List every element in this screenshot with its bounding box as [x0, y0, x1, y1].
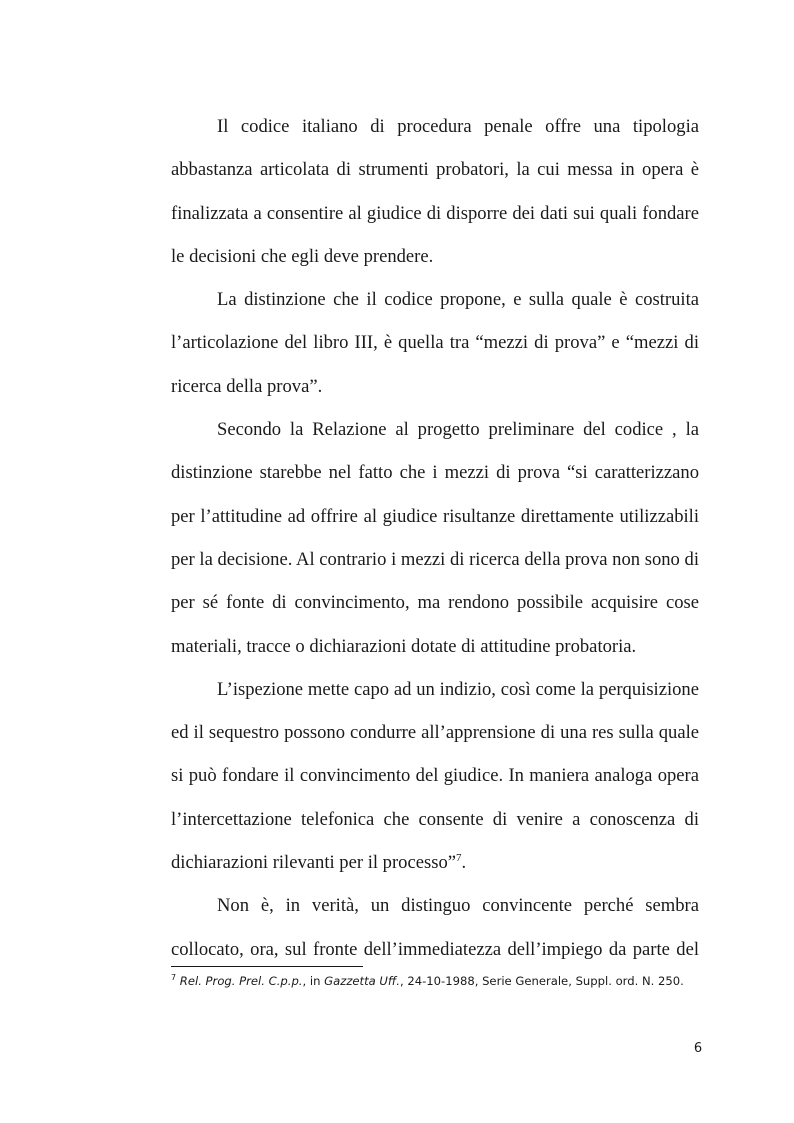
paragraph-1: Il codice italiano di procedura penale offre una tipologia abbastanza articolata di strumenti probatori, la cui messa in opera è finalizzata a consentire al giudice di disporre dei dati sui quali fondare le decisioni che egli deve prendere.	[171, 116, 699, 267]
body-text	[171, 105, 699, 971]
page-number: 6	[693, 1041, 703, 1056]
paragraph-3: Secondo la Relazione al progetto preliminare del codice , la distinzione starebbe nel fatto che i mezzi di prova “si caratterizzano per l’attitudine ad offrire al giudice risultanze direttamente utilizzabili per la decisione. Al contrario i mezzi di ricerca della prova non sono di per sé fonte di convincimento, ma rendono possibile acquisire cose materiali, tracce o dichiarazioni dotate di attitudine probatoria.	[171, 419, 699, 657]
paragraph-4	[171, 668, 699, 884]
footnote-citation-4: , 24-10-1988, Serie Generale, Suppl. ord. N. 250.	[399, 974, 684, 988]
paragraph-4-tail: .	[461, 852, 467, 874]
footnote-citation-2: , in	[302, 974, 325, 988]
footnote-citation-3: Gazzetta Uff.	[324, 974, 400, 988]
paragraph-2: La distinzione che il codice propone, e sulla quale è costruita l’articolazione del libro III, è quella tra “mezzi di prova” e “mezzi di ricerca della prova”.	[171, 289, 699, 397]
footnote	[171, 973, 731, 989]
footnote-number: 7	[171, 973, 177, 983]
footnote-citation-1: Rel. Prog. Prel. C.p.p.	[179, 974, 303, 988]
paragraph-5: Non è, in verità, un distinguo convincente perché sembra collocato, ora, sul fronte dell’immediatezza dell’impiego da parte del	[171, 895, 699, 960]
paragraph-4-text: L’ispezione mette capo ad un indizio, così come la perquisizione ed il sequestro possono condurre all’apprensione di una res sulla quale si può fondare il convincimento del giudice. In maniera analoga opera l’intercettazione telefonica che consente di venire a conoscenza di dichiarazioni rilevanti per il processo”	[171, 678, 699, 874]
footnote-reference[interactable]: 7	[456, 851, 462, 864]
footnote-separator	[171, 966, 363, 967]
